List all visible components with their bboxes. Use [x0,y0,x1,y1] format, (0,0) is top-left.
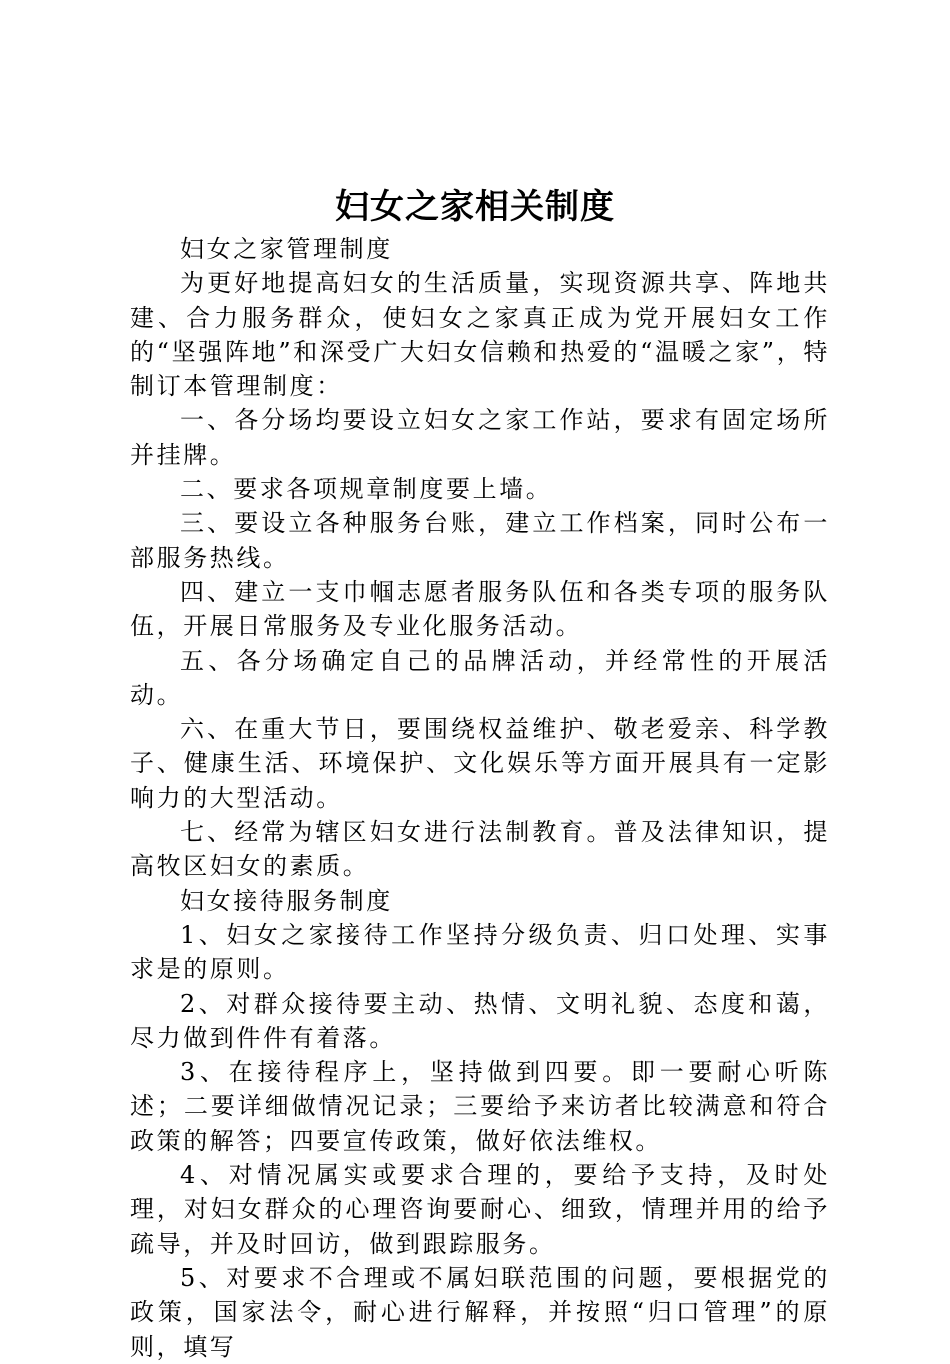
section-heading: 妇女接待服务制度 [180,886,393,915]
paragraph: 二、要求各项规章制度要上墙。 [180,475,553,504]
paragraph: 3、在接待程序上，坚持做到四要。即一要耐心听陈述；二要详细做情况记录；三要给予来访者比较满意和符合政策的解答；四要宣传政策，做好依法维权。 [130,1058,830,1155]
section-heading: 妇女之家管理制度 [180,235,393,263]
paragraph: 三、要设立各种服务台账，建立工作档案，同时公布一部服务热线。 [130,509,830,572]
document-title: 妇女之家相关制度 [335,187,615,227]
paragraph: 为更好地提高妇女的生活质量，实现资源共享、阵地共建、合力服务群众，使妇女之家真正成为党开展妇女工作的“坚强阵地”和深受广大妇女信赖和热爱的“温暖之家”，特制订本管理制度： [130,269,830,401]
paragraph: 七、经常为辖区妇女进行法制教育。普及法律知识，提高牧区妇女的素质。 [130,818,830,881]
paragraph: 一、各分场均要设立妇女之家工作站，要求有固定场所并挂牌。 [130,406,830,469]
paragraph: 4、对情况属实或要求合理的，要给予支持，及时处理，对妇女群众的心理咨询要耐心、细致，情理并用的给予疏导，并及时回访，做到跟踪服务。 [130,1161,830,1258]
paragraph: 五、各分场确定自己的品牌活动，并经常性的开展活动。 [130,646,830,709]
paragraph: 四、建立一支巾帼志愿者服务队伍和各类专项的服务队伍，开展日常服务及专业化服务活动。 [130,577,830,641]
paragraph: 2、对群众接待要主动、热情、文明礼貌、态度和蔼，尽力做到件件有着落。 [130,989,830,1052]
paragraph: 六、在重大节日，要围绕权益维护、敬老爱亲、科学教子、健康生活、环境保护、文化娱乐等方面开展具有一定影响力的大型活动。 [130,715,830,812]
paragraph: 1、妇女之家接待工作坚持分级负责、归口处理、实事求是的原则。 [130,920,830,984]
paragraph: 5、对要求不合理或不属妇联范围的问题，要根据党的政策，国家法令，耐心进行解释，并按照“归口管理”的原则，填写 [130,1263,830,1361]
document-body [130,232,830,1364]
